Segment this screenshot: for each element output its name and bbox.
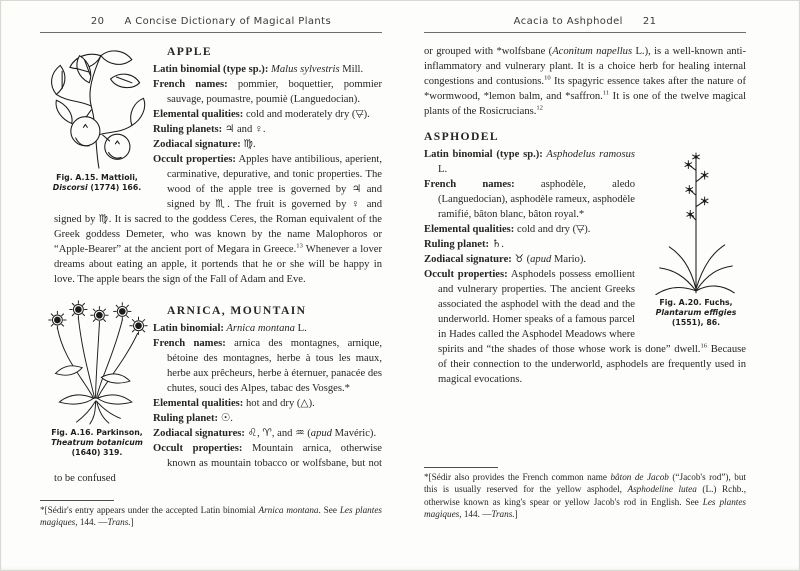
figure-caption-arnica: Fig. A.16. Parkinson, Theatrum botanicum (1640) 319. [51,428,143,458]
entry-arnica [40,287,382,486]
arnica-french-names: French names: arnica des montagnes, arnique, bétoine des montagnes, herbe à tous les maux, herbe aux prêcheurs, herbe à éternuer, panacée des chutes, souci des Alpes, tabac des Vosges.* [153,338,382,394]
asphodel-zodiacal-signature: Zodiacal signature: ♉ (apud Mario). [424,254,587,265]
page-body-right [424,44,746,387]
footnote-rule-left [40,500,114,501]
apple-zodiacal-signature: Zodiacal signature: ♍. [153,139,256,150]
footnote-left [40,500,382,529]
footnote-text-left: *[Sédir's entry appears under the accepted Latin binomial Arnica montana. See Les plantes magiques, 144. —Trans.] [40,504,382,528]
figure-caption-apple: Fig. A.15. Mattioli, Discorsi (1774) 166. [52,173,142,193]
figure-apple [40,46,154,193]
apple-woodcut-illustration [42,46,152,170]
apple-elemental-qualities: Elemental qualities: cold and moderately dry (▽̶). [153,109,370,120]
footnote-right [424,467,746,521]
page-header-right [424,8,746,33]
asphodel-latin-binomial: Latin binomial (type sp.): Asphodelus ramosus L. [424,149,635,175]
page-left [40,8,382,563]
page-number-right: 21 [642,16,657,27]
asphodel-woodcut-illustration [652,149,740,295]
asphodel-occult-properties: Occult properties: Asphodels possess emollient and vulnerary properties. The ancient Greeks associated the asphodel with the dead and the underworld. Homer speaks of a famous parcel in Hades called the Asphodel Meadows where spirits and “the shades of those whose work is done” dwell.$^{16}$ Because of their connection to the underworld, asphodels are frequently used in magical evocations. [424,269,746,385]
page-number-left: 20 [90,16,105,27]
figure-caption-asphodel: Fig. A.20. Fuchs, Plantarum effigies (1551), 86. [655,298,737,328]
asphodel-french-names: French names: asphodèle, aledo (Languedocian), asphodèle rameux, asphodèle ramifié, bâton blanc, bâton royal.* [424,179,636,220]
arnica-woodcut-illustration [40,299,154,425]
entry-heading-arnica: ARNICA, MOUNTAIN [167,304,307,317]
page-right [424,8,746,563]
page-body-left [40,44,382,486]
page-header-left [40,8,382,33]
entry-apple [40,44,382,287]
running-title-right: Acacia to Ashphodel [513,16,623,27]
asphodel-ruling-planet: Ruling planet: ♄. [424,239,504,250]
footnote-rule-right [424,467,498,468]
arnica-ruling-planet: Ruling planet: ☉. [153,413,233,424]
footnote-text-right: *[Sédir also provides the French common name bâton de Jacob (“Jacob's rod”), but this is usually reserved for the yellow asphodel, Asphodeline lutea (L.) Rchb., otherwise known as king's spear or yellow Jacob's rod in English. See Les plantes magiques, 144. —Trans.] [424,471,746,520]
entry-heading-apple: APPLE [167,45,213,58]
figure-arnica [40,299,154,458]
apple-ruling-planets: Ruling planets: ♃ and ♀. [153,124,266,135]
apple-occult-properties: Occult properties: Apples have antibilious, aperient, carminative, depurative, and tonic properties. The wood of the apple tree is governed by ♃ and signed by ♏. The fruit is governed by ♀ and signed by ♍. It is sacred to the goddess Ceres, the Roman equivalent of the Greek goddess Demeter, who was known by the name Malophoros or “Apple-Bearer” at the ancient port of Megara in Greece.$^{13}$ Whenever a lover dreams about eating an apple, it portends that he or she will be happy in love. The apple bears the sign of the Fall of Adam and Eve. [54,154,382,285]
asphodel-elemental-qualities: Elemental qualities: cold and dry (▽̶). [424,224,591,235]
arnica-elemental-qualities: Elemental qualities: hot and dry (△). [153,398,315,409]
continuation-paragraph: or grouped with *wolfsbane (Aconitum napellus L.), is a well-known anti-inflammatory and vulnerary plant. It is a choice herb for healing internal congestions and contusions.$^{10}$ Its spagyric essence takes after the nature of *wormwood, *lemon balm, and *saffron.$^{11}$ It is one of the twelve magical plants of the Rosicrucians.$^{12}$ [424,46,746,117]
arnica-occult-properties: Occult properties: Mountain arnica, otherwise known as mountain tobacco or wolfsbane, but not to be confused [54,443,382,484]
arnica-zodiacal-signatures: Zodiacal signatures: ♌, ♈, and ♒ (apud Mavéric). [153,428,377,439]
figure-asphodel [646,149,746,328]
arnica-latin-binomial: Latin binomial: Arnica montana L. [153,323,307,334]
apple-french-names: French names: pommier, boquettier, pommier sauvage, poumastre, poumiè (Languedocian). [153,79,383,105]
entry-heading-asphodel: ASPHODEL [424,130,499,143]
apple-latin-binomial: Latin binomial (type sp.): Malus sylvestris Mill. [153,64,364,75]
running-title-left: A Concise Dictionary of Magical Plants [124,16,332,27]
entry-asphodel [424,129,746,387]
